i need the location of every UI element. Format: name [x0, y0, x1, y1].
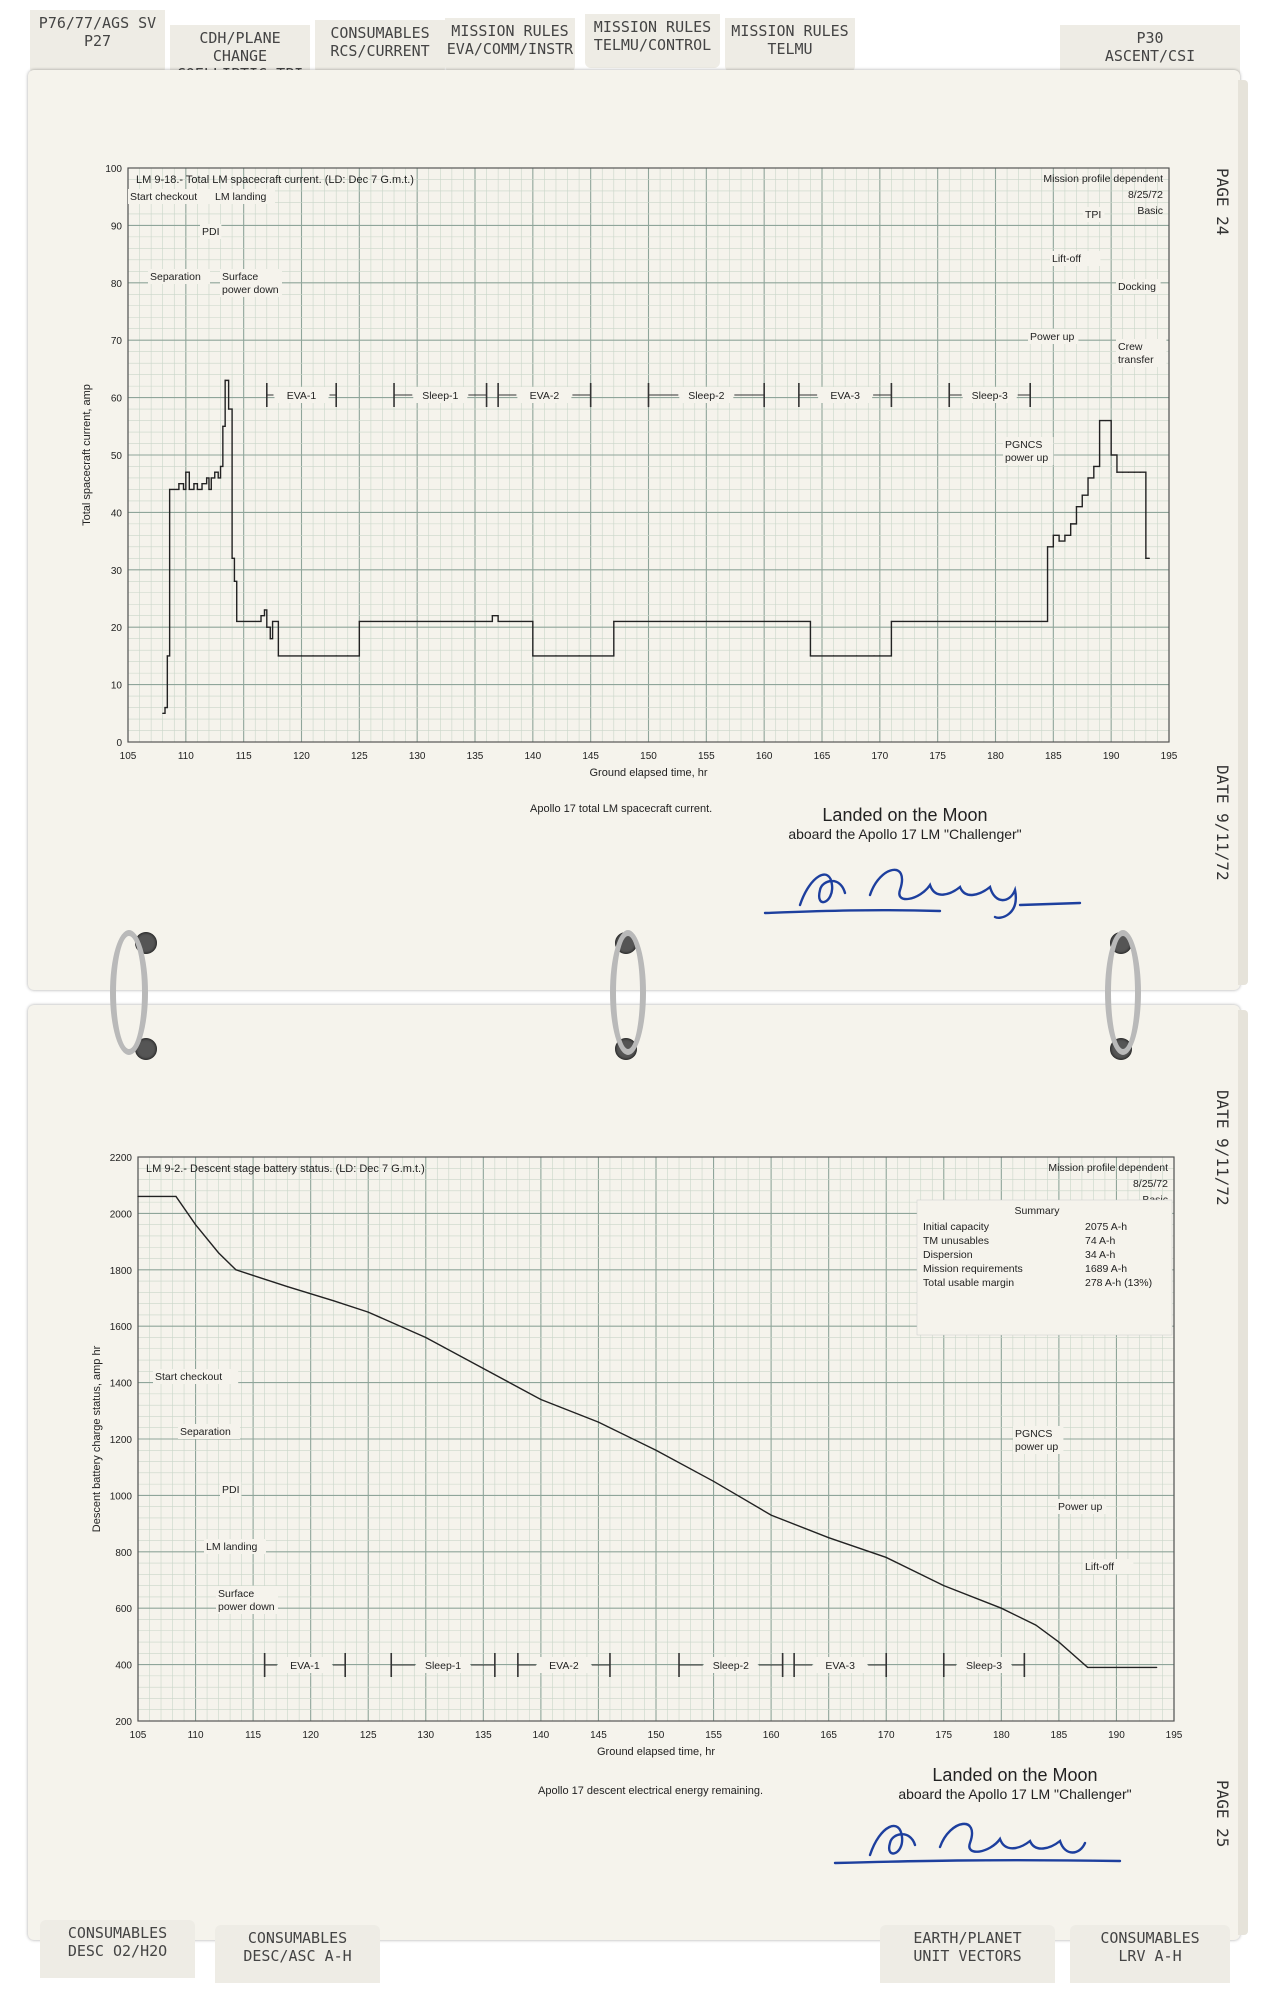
x-tick-label: 135: [474, 1730, 492, 1741]
x-axis-label: Ground elapsed time, hr: [589, 767, 708, 779]
data-point: [655, 1450, 656, 1451]
data-point: [1087, 1667, 1088, 1668]
page-number-top: PAGE 24: [1213, 168, 1232, 236]
chart-note: Mission profile dependent: [1043, 173, 1163, 185]
index-tab-earth-planet[interactable]: [880, 1925, 1055, 1983]
inscription-line1: Landed on the Moon: [932, 1765, 1098, 1785]
data-point: [253, 1275, 254, 1276]
x-tick-label: 190: [1102, 751, 1120, 762]
x-tick-label: 105: [129, 1730, 147, 1741]
data-point: [333, 1300, 334, 1301]
summary-row-label: TM unusables: [923, 1235, 989, 1247]
x-tick-label: 190: [1108, 1730, 1125, 1741]
x-tick-label: 195: [1160, 751, 1178, 762]
event-label: Docking: [1118, 281, 1156, 293]
event-label: Power up: [1058, 1501, 1103, 1513]
x-tick-label: 115: [245, 1730, 262, 1741]
event-label: power down: [218, 1601, 275, 1613]
inscription-line2: aboard the Apollo 17 LM "Challenger": [788, 826, 1022, 842]
chart-note: Mission profile dependent: [1048, 1162, 1168, 1174]
x-tick-label: 130: [417, 1730, 435, 1741]
event-label: power up: [1015, 1441, 1059, 1453]
event-label: power down: [222, 284, 279, 296]
y-tick-label: 200: [115, 1717, 132, 1728]
data-point: [483, 1368, 484, 1369]
chart-title: LM 9-18.- Total LM spacecraft current. (LD: Dec 7 G.m.t.): [136, 174, 414, 186]
x-tick-label: 105: [119, 751, 137, 762]
y-tick-label: 1000: [109, 1491, 132, 1503]
y-tick-label: 1400: [109, 1378, 132, 1390]
x-tick-label: 125: [350, 751, 368, 762]
tab-line: EARTH/PLANET: [913, 1929, 1022, 1947]
tab-line: P27: [83, 32, 112, 50]
y-tick-label: 40: [110, 508, 122, 520]
data-point: [368, 1312, 369, 1313]
inscription-bottom: [850, 1765, 1180, 1802]
phase-label: Sleep-3: [971, 390, 1008, 402]
data-point: [195, 1224, 196, 1225]
summary-row-value: 1689 A-h: [1085, 1263, 1128, 1275]
event-label: PDI: [202, 226, 220, 238]
data-point: [886, 1557, 887, 1558]
chart-note: 8/25/72: [1132, 1178, 1168, 1190]
x-tick-label: 125: [359, 1730, 377, 1741]
x-tick-label: 155: [697, 751, 715, 762]
y-axis-label: Total spacecraft current, amp: [81, 384, 93, 526]
data-point: [943, 1585, 944, 1586]
phase-label: EVA-3: [830, 390, 860, 402]
x-tick-label: 170: [877, 1730, 895, 1741]
index-tab-consumables-desc-asc[interactable]: [215, 1925, 380, 1983]
summary-row-value: 74 A-h: [1085, 1235, 1116, 1247]
data-point: [713, 1481, 714, 1482]
summary-row-value: 2075 A-h: [1085, 1221, 1128, 1233]
y-tick-label: 2000: [109, 1209, 132, 1221]
tab-line: MISSION RULES: [731, 22, 849, 40]
page-number-bottom: PAGE 25: [1213, 1780, 1232, 1848]
data-point: [771, 1515, 772, 1516]
y-tick-label: 70: [110, 336, 122, 348]
x-tick-label: 170: [871, 751, 889, 762]
y-tick-label: 50: [110, 451, 122, 462]
index-tab-consumables-desc-o2[interactable]: [40, 1920, 195, 1978]
summary-title: Summary: [1014, 1205, 1060, 1217]
summary-row-label: Total usable margin: [923, 1277, 1015, 1289]
x-tick-label: 180: [987, 751, 1004, 762]
y-tick-label: 10: [110, 680, 122, 692]
phase-label: EVA-2: [529, 390, 560, 402]
y-tick-label: 1200: [109, 1435, 132, 1446]
data-point: [598, 1421, 599, 1422]
x-tick-label: 120: [302, 1730, 320, 1741]
tab-line: MISSION RULES: [593, 18, 712, 36]
event-label: Lift-off: [1052, 253, 1081, 265]
y-tick-label: 1600: [109, 1322, 132, 1334]
y-tick-label: 80: [110, 278, 122, 290]
event-label: Surface: [218, 1588, 255, 1600]
x-tick-label: 135: [466, 751, 484, 762]
phase-label: Sleep-2: [712, 1660, 749, 1672]
index-tab-consumables-lrv[interactable]: [1070, 1925, 1230, 1983]
x-tick-label: 150: [647, 1730, 665, 1741]
phase-label: EVA-3: [825, 1660, 855, 1672]
y-axis-label: Descent battery charge status, amp hr: [91, 1345, 103, 1533]
tab-line: CDH/PLANE CHANGE: [199, 29, 281, 65]
event-label: PGNCS: [1005, 439, 1043, 451]
x-tick-label: 110: [177, 751, 194, 762]
y-tick-label: 800: [115, 1547, 132, 1559]
x-tick-label: 185: [1050, 1730, 1068, 1741]
data-point: [1156, 1667, 1157, 1668]
x-axis-label: Ground elapsed time, hr: [596, 1746, 716, 1758]
event-label: PGNCS: [1015, 1428, 1053, 1440]
x-tick-label: 110: [187, 1730, 204, 1741]
event-label: transfer: [1118, 354, 1154, 366]
summary-row-value: 34 A-h: [1085, 1249, 1116, 1261]
tab-line: CONSUMABLES: [67, 1924, 168, 1942]
tab-line: LRV A-H: [1118, 1947, 1182, 1965]
x-tick-label: 180: [992, 1730, 1010, 1741]
chart-title: LM 9-2.- Descent stage battery status. (LD: Dec 7 G.m.t.): [146, 1163, 425, 1175]
binder-ring: [110, 930, 148, 1055]
data-point: [540, 1399, 541, 1400]
tab-line: TELMU: [767, 40, 813, 58]
data-point: [137, 1196, 138, 1197]
event-label: Start checkout: [130, 191, 198, 203]
summary-row-label: Mission requirements: [923, 1263, 1023, 1275]
x-tick-label: 160: [755, 751, 773, 762]
chart-note: 8/25/72: [1127, 189, 1163, 201]
x-tick-label: 165: [813, 751, 831, 762]
y-tick-label: 30: [110, 565, 122, 577]
phase-label: EVA-1: [286, 390, 317, 402]
event-label: LM landing: [206, 1541, 258, 1553]
phase-label: Sleep-2: [688, 390, 725, 402]
tab-line: ASCENT/CSI: [1104, 47, 1196, 65]
event-label: Surface: [222, 271, 259, 283]
y-tick-label: 20: [110, 623, 122, 635]
data-point: [1035, 1625, 1036, 1626]
tab-line: UNIT VECTORS: [913, 1947, 1022, 1965]
tab-line: CONSUMABLES: [1100, 1929, 1200, 1947]
tab-line: P76/77/AGS SV: [38, 14, 157, 32]
x-tick-label: 115: [235, 751, 252, 762]
x-tick-label: 140: [532, 1730, 550, 1741]
event-label: power up: [1005, 452, 1049, 464]
data-point: [828, 1537, 829, 1538]
date-label-bottom: DATE 9/11/72: [1213, 1090, 1232, 1206]
y-tick-label: 600: [115, 1604, 132, 1616]
y-tick-label: 90: [110, 221, 122, 233]
data-point: [1058, 1641, 1059, 1642]
signature-bottom: [830, 1805, 1160, 1875]
caption-top: Apollo 17 total LM spacecraft current.: [530, 803, 713, 815]
x-tick-label: 160: [762, 1730, 780, 1741]
event-label: Start checkout: [155, 1371, 223, 1383]
y-tick-label: 60: [110, 393, 122, 405]
event-label: TPI: [1085, 209, 1102, 221]
inscription-line1: Landed on the Moon: [822, 805, 988, 825]
summary-row-label: Dispersion: [923, 1249, 973, 1261]
event-label: Lift-off: [1085, 1561, 1114, 1573]
x-tick-label: 130: [408, 751, 426, 762]
data-point: [218, 1252, 219, 1253]
x-tick-label: 120: [293, 751, 310, 762]
date-label-top: DATE 9/11/72: [1213, 765, 1232, 881]
chart-note: Basic: [1137, 205, 1163, 217]
tab-line: CONSUMABLES: [247, 1929, 348, 1947]
tab-line: MISSION RULES: [451, 22, 569, 40]
tab-line: DESC O2/H2O: [67, 1942, 168, 1960]
y-tick-label: 2200: [109, 1153, 132, 1164]
event-label: PDI: [222, 1484, 240, 1496]
event-label: Separation: [180, 1426, 231, 1438]
x-tick-label: 150: [640, 751, 657, 762]
phase-label: EVA-1: [290, 1660, 320, 1672]
binder-ring: [610, 930, 646, 1055]
caption-bottom: Apollo 17 descent electrical energy remaining.: [538, 1785, 764, 1797]
tab-line: RCS/CURRENT: [330, 42, 430, 60]
y-tick-label: 0: [116, 738, 122, 749]
data-point: [287, 1286, 288, 1287]
x-tick-label: 145: [590, 1730, 607, 1741]
x-tick-label: 140: [524, 751, 542, 762]
event-label: Crew: [1118, 341, 1143, 353]
x-tick-label: 145: [582, 751, 600, 762]
event-label: Power up: [1030, 331, 1075, 343]
data-point: [175, 1196, 176, 1197]
tab-line: P30: [1136, 29, 1164, 47]
phase-label: EVA-2: [549, 1660, 579, 1672]
event-label: LM landing: [215, 191, 267, 203]
phase-label: Sleep-1: [424, 1660, 462, 1672]
phase-label: Sleep-3: [965, 1660, 1003, 1672]
tab-line: CONSUMABLES: [330, 24, 430, 42]
tab-line: EVA/COMM/INSTR: [446, 40, 574, 58]
x-tick-label: 155: [705, 1730, 722, 1741]
y-tick-label: 100: [105, 164, 122, 175]
y-tick-label: 1800: [109, 1265, 132, 1277]
x-tick-label: 175: [929, 751, 947, 762]
phase-label: Sleep-1: [422, 390, 459, 402]
inscription-line2: aboard the Apollo 17 LM "Challenger": [898, 1786, 1132, 1802]
x-tick-label: 185: [1044, 751, 1062, 762]
data-point: [425, 1337, 426, 1338]
x-tick-label: 165: [820, 1730, 838, 1741]
summary-row-value: 278 A-h (13%): [1085, 1277, 1153, 1289]
tab-line: DESC/ASC A-H: [243, 1947, 352, 1965]
x-tick-label: 195: [1165, 1730, 1183, 1741]
summary-row-label: Initial capacity: [923, 1221, 989, 1233]
binder-ring: [1105, 930, 1141, 1055]
event-label: Separation: [150, 271, 201, 283]
x-tick-label: 175: [935, 1730, 953, 1741]
y-tick-label: 400: [115, 1660, 132, 1672]
data-point: [235, 1269, 236, 1270]
data-point: [1001, 1608, 1002, 1609]
data-point: [1116, 1667, 1117, 1668]
tab-line: TELMU/CONTROL: [593, 36, 712, 54]
